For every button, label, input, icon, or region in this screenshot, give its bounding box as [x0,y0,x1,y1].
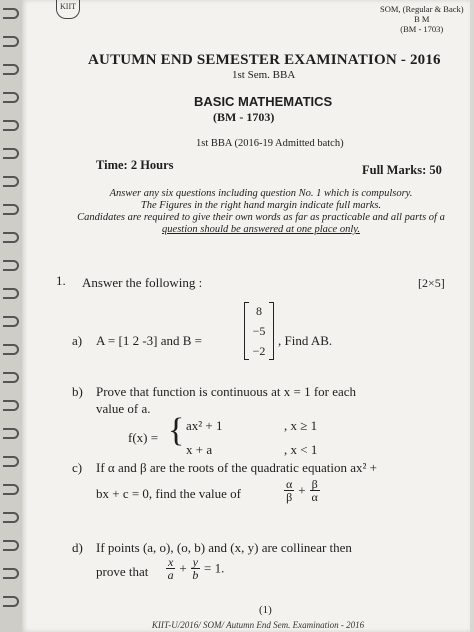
fraction-denominator: β [286,490,293,504]
matrix-b [244,302,274,360]
batch-info: 1st BBA (2016-19 Admitted batch) [196,138,344,149]
binding-ring [3,148,19,159]
fraction-expression [284,478,320,503]
logo-text: KIIT [60,2,76,11]
question-number: 1. [56,273,66,288]
case-expression: x + a [186,442,213,457]
fraction-numerator: x [168,555,174,569]
fraction-expression [166,556,224,581]
subject-code: (BM - 1703) [213,110,275,124]
binding-ring [3,596,19,607]
page-number: (1) [259,604,272,616]
part-a-label: a) [72,333,83,348]
fraction [284,478,294,503]
fraction-numerator: α [286,477,293,491]
exam-title: AUTUMN END SEMESTER EXAMINATION - 2016 [88,52,441,68]
subject-title: BASIC MATHEMATICS [194,94,333,109]
page-footer: KIIT-U/2016/ SOM/ Autumn End Sem. Examination - 2016 [151,620,365,630]
part-c-label: c) [72,460,83,475]
course-info-line: SOM, (Regular & Back) [380,4,464,14]
fraction-numerator: y [192,555,198,569]
binding-ring [3,344,19,355]
binding-ring [3,288,19,299]
case-expression: ax² + 1 [186,418,223,433]
fraction-denominator: α [311,490,318,504]
binding-ring [3,568,19,579]
fraction-denominator: b [192,568,199,582]
binding-ring [3,512,19,523]
binding-ring [3,36,19,47]
fraction-numerator: β [311,477,318,491]
binding-ring [3,92,19,103]
part-d-line: prove that [96,564,149,579]
question-marks: [2×5] [418,276,445,290]
binding-ring [3,260,19,271]
fraction [191,556,200,581]
equation-rhs: = 1. [204,560,225,576]
binding-ring [3,456,19,467]
matrix-entry: 8 [256,304,262,318]
plus-sign: + [298,482,306,498]
instruction-line: The Figures in the right hand margin indicate full marks. [140,200,382,211]
binding-ring [3,176,19,187]
exam-page [22,0,470,632]
binding-ring [3,8,19,19]
plus-sign: + [179,560,187,576]
binding-ring [3,540,19,551]
matrix-entry: −5 [252,324,266,338]
part-d-label: d) [72,540,83,555]
part-c-line: bx + c = 0, find the value of [96,486,241,501]
binding-ring [3,372,19,383]
binding-ring [3,316,19,327]
semester: 1st Sem. BBA [232,69,296,81]
university-logo [56,0,80,19]
instruction-line: Answer any six questions including question No. 1 which is compulsory. [109,188,413,199]
binding-ring [3,484,19,495]
left-brace: { [168,412,185,449]
course-info [380,4,464,34]
matrix-entry: −2 [252,344,266,358]
fraction-denominator: a [167,568,174,582]
exam-time: Time: 2 Hours [96,158,174,172]
instruction-line: question should be answered at one place only. [162,224,360,235]
function-label: f(x) = [128,430,159,445]
binding-ring [3,120,19,131]
case-condition: , x < 1 [284,442,318,457]
part-c-line: If α and β are the roots of the quadratic equation ax² + [96,460,377,475]
case-condition: , x ≥ 1 [284,418,318,433]
binding-ring [3,232,19,243]
fraction [166,556,175,581]
part-d-line: If points (a, o), (o, b) and (x, y) are collinear then [96,540,352,555]
course-info-line: B M [414,14,430,24]
instruction-line: Candidates are required to give their own words as far as practicable and all parts of a [77,212,445,223]
part-a-text-end: , Find AB. [278,333,333,348]
part-b-line: Prove that function is continuous at x = 1 for each [96,384,357,399]
full-marks: Full Marks: 50 [362,163,442,177]
binding-ring [3,64,19,75]
part-a-text: A = [1 2 -3] and B = [96,333,203,348]
part-b-label: b) [72,384,83,399]
part-b-line: value of a. [96,401,151,416]
binding-ring [3,400,19,411]
binding-ring [3,204,19,215]
fraction [310,478,320,503]
course-info-line: (BM - 1703) [400,24,444,34]
question-prompt: Answer the following : [82,275,203,290]
binding-ring [3,428,19,439]
